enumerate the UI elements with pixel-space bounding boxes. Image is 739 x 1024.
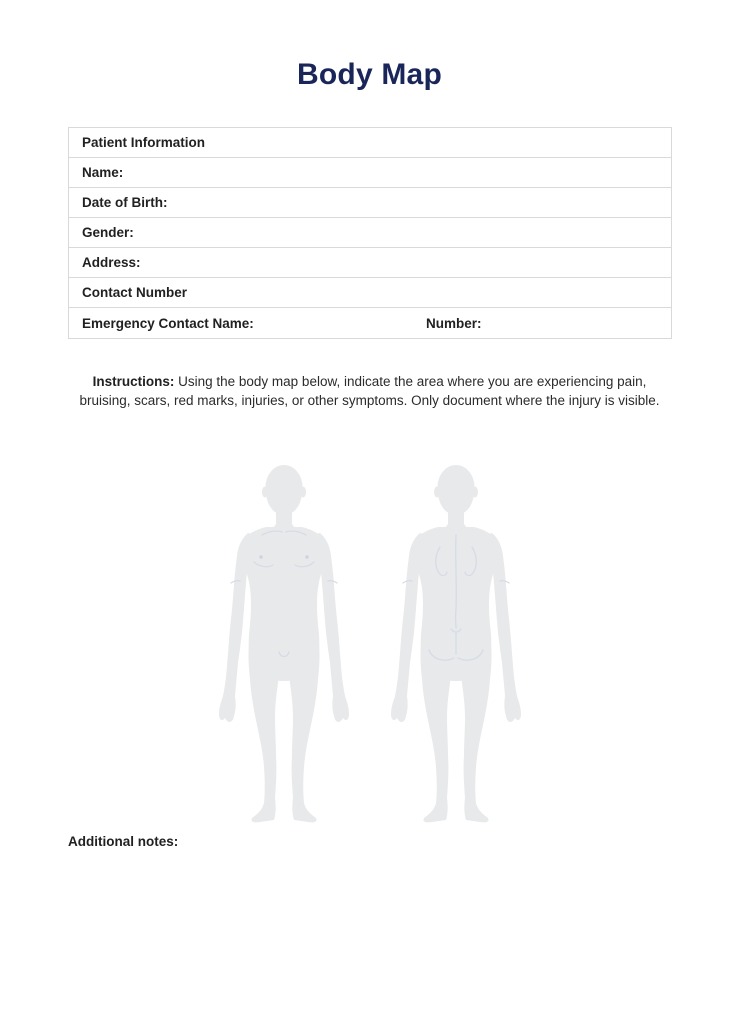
date-of-birth-value-area[interactable] [168, 188, 672, 217]
gender-value-area[interactable] [134, 218, 671, 247]
contact-number-value-area[interactable] [187, 278, 671, 307]
table-row-gender [69, 218, 671, 248]
patient-info-table [68, 127, 672, 339]
table-row-address [69, 248, 671, 278]
additional-notes-label: Additional notes: [68, 834, 179, 849]
instructions-prefix: Instructions: [92, 374, 175, 389]
body-map-area [0, 463, 739, 823]
name-value-area[interactable] [123, 158, 671, 187]
patient-information-value-area[interactable] [205, 128, 671, 157]
row-label: Address: [82, 255, 141, 270]
table-row-name [69, 158, 671, 188]
row-label: Name: [82, 165, 124, 180]
table-row-contact-number [69, 278, 671, 308]
address-value-area[interactable] [141, 248, 671, 277]
emergency-number-label: Number: [426, 315, 482, 331]
row-label: Contact Number [82, 285, 188, 300]
row-label: Date of Birth: [82, 195, 168, 210]
body-map-front-figure[interactable] [216, 463, 352, 823]
table-row-emergency-contact [69, 308, 671, 338]
human-silhouette-front-icon [216, 463, 352, 823]
body-map-back-figure[interactable] [388, 463, 524, 823]
additional-notes-area[interactable] [68, 856, 672, 1006]
table-row-date-of-birth [69, 188, 671, 218]
human-silhouette-back-icon [388, 463, 524, 823]
table-row-patient-information [69, 128, 671, 158]
row-label: Emergency Contact Name: [82, 315, 254, 331]
row-label: Patient Information [82, 135, 206, 150]
instructions-body: Using the body map below, indicate the area where you are experiencing pain, bruising, scars, red marks, injuries, or other symptoms. Only document where the injury is visible. [79, 374, 660, 409]
instructions-text [71, 372, 668, 411]
page-title: Body Map [297, 58, 442, 91]
row-label: Gender: [82, 225, 134, 240]
